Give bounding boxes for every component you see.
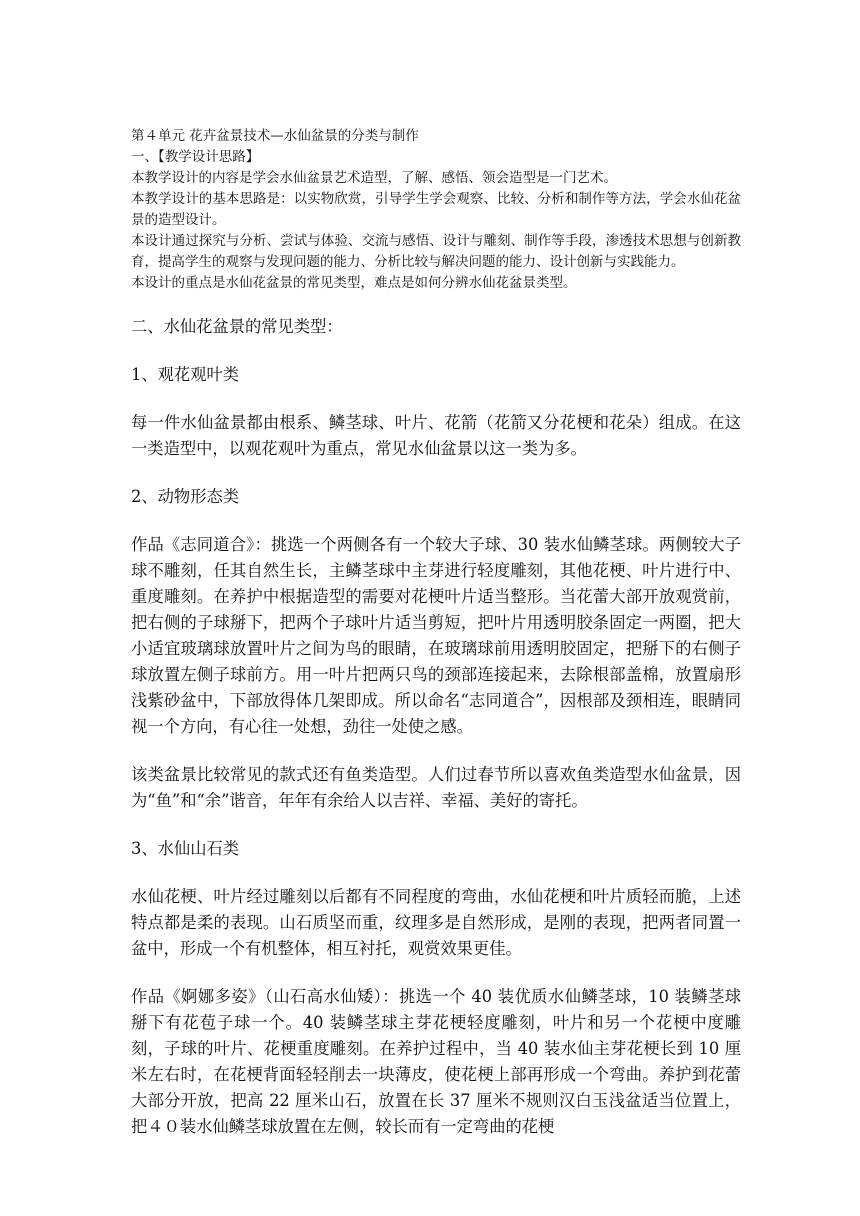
type-heading-rock: 3、水仙山石类 (131, 839, 240, 858)
document-page (131, 126, 741, 1140)
type-heading-animal-form: 2、动物形态类 (131, 487, 240, 506)
intro-paragraph-3: 本设计通过探究与分析、尝试与体验、交流与感悟、设计与雕刻、制作等手段，渗透技术思想与创新教育，提高学生的观察与发现问题的能力、分析比较与解决问题的能力、设计创新与实践能力。 (131, 233, 741, 270)
type-heading-flower-leaf: 1、观花观叶类 (131, 365, 240, 384)
type-paragraph-animal-form-1: 作品《志同道合》：挑选一个两侧各有一个较大子球、30 装水仙鳞茎球。两侧较大子球不雕刻，任其自然生长，主鳞茎球中主芽进行轻度雕刻，其他花梗、叶片进行中、重度雕刻。在养护中根据造型的需要对花梗叶片适当整形。当花蕾大部开放观赏前，把右侧的子球掰下，把两个子球叶片适当剪短，把叶片用透明胶条固定一两圈，把大小适宜玻璃球放置叶片之间为鸟的眼睛，在玻璃球前用透明胶固定，把掰下的右侧子球放置左侧子球前方。用一叶片把两只鸟的颈部连接起来，去除根部盖棉，放置扇形浅紫砂盆中，下部放得体几架即成。所以命名“志同道合”，因根部及颈相连，眼睛同视一个方向，有心往一处想，劲往一处使之感。 (131, 535, 741, 736)
type-paragraph-animal-form-2: 该类盆景比较常见的款式还有鱼类造型。人们过春节所以喜欢鱼类造型水仙盆景，因为“鱼”和“余”谐音，年年有余给人以吉祥、幸福、美好的寄托。 (131, 765, 741, 810)
section-heading-common-types: 二、水仙花盆景的常见类型： (131, 317, 343, 336)
document-title: 第４单元 花卉盆景技术—水仙盆景的分类与制作 (131, 128, 419, 144)
type-paragraph-rock-1: 水仙花梗、叶片经过雕刻以后都有不同程度的弯曲，水仙花梗和叶片质轻而脆，上述特点都是柔的表现。山石质坚而重，纹理多是自然形成，是刚的表现，把两者同置一盆中，形成一个有机整体，相互衬托，观赏效果更佳。 (131, 887, 741, 958)
intro-paragraph-1: 本教学设计的内容是学会水仙盆景艺术造型，了解、感悟、领会造型是一门艺术。 (131, 170, 617, 186)
intro-paragraph-4: 本设计的重点是水仙花盆景的常见类型，难点是如何分辨水仙花盆景类型。 (131, 275, 577, 291)
type-paragraph-flower-leaf: 每一件水仙盆景都由根系、鳞茎球、叶片、花箭（花箭又分花梗和花朵）组成。在这一类造型中，以观花观叶为重点，常见水仙盆景以这一类为多。 (131, 413, 741, 458)
section-heading-design-ideas: 一、【教学设计思路】 (131, 149, 260, 165)
type-paragraph-rock-2: 作品《婀娜多姿》（山石高水仙矮）：挑选一个 40 装优质水仙鳞茎球，10 装鳞茎球掰下有花苞子球一个。40 装鳞茎球主芽花梗轻度雕刻，叶片和另一个花梗中度雕刻，子球的叶片、花梗重度雕刻。在养护过程中，当 40 装水仙主芽花梗长到 10 厘米左右时，在花梗背面轻轻削去一块薄皮，使花梗上部再形成一个弯曲。养护到花蕾大部分开放，把高 22 厘米山石，放置在长 37 厘米不规则汉白玉浅盆适当位置上，把４０装水仙鳞茎球放置在左侧，较长而有一定弯曲的花梗 (131, 987, 741, 1136)
intro-paragraph-2: 本教学设计的基本思路是：以实物欣赏，引导学生学会观察、比较、分析和制作等方法，学会水仙花盆景的造型设计。 (131, 191, 741, 228)
